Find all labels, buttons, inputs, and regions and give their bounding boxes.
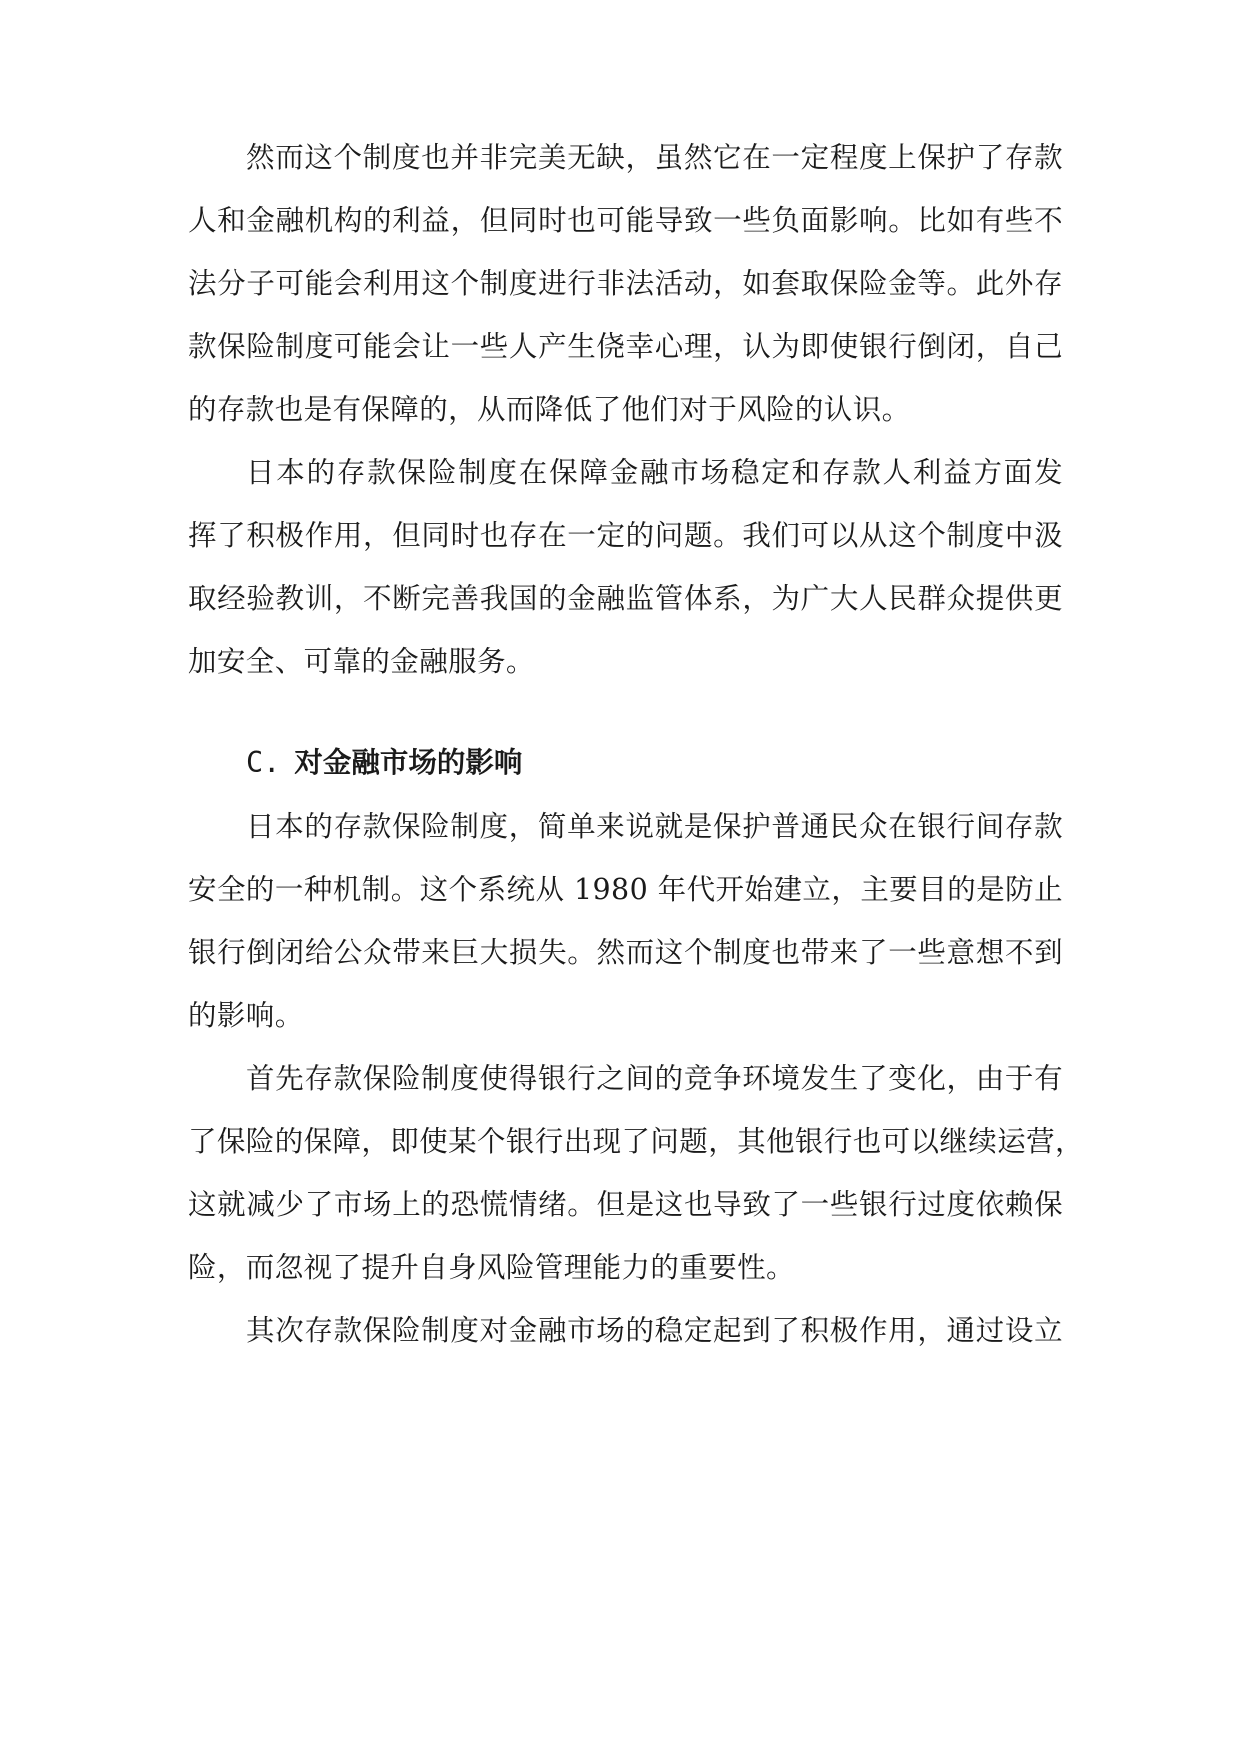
paragraph-line: 的影响。	[188, 999, 304, 1032]
paragraph-line: 银行倒闭给公众带来巨大损失。然而这个制度也带来了一些意想不到	[188, 936, 1063, 969]
paragraph-line: 人和金融机构的利益，但同时也可能导致一些负面影响。比如有些不	[188, 204, 1063, 237]
paragraph-line: 安全的一种机制。这个系统从 1980 年代开始建立，主要目的是防止	[188, 873, 1063, 906]
section-title: 对金融市场的影响	[294, 745, 523, 779]
paragraph-line: 的存款也是有保障的，从而降低了他们对于风险的认识。	[188, 393, 911, 426]
paragraph-line: 款保险制度可能会让一些人产生侥幸心理，认为即使银行倒闭，自己	[188, 330, 1063, 363]
paragraph-line: 其次存款保险制度对金融市场的稳定起到了积极作用，通过设立	[246, 1314, 1063, 1347]
paragraph-line: 日本的存款保险制度，简单来说就是保护普通民众在银行间存款	[246, 810, 1063, 843]
paragraph-line: 首先存款保险制度使得银行之间的竞争环境发生了变化，由于有	[246, 1062, 1063, 1095]
paragraph-line: 加安全、可靠的金融服务。	[188, 645, 535, 678]
paragraph-line: 然而这个制度也并非完美无缺，虽然它在一定程度上保护了存款	[246, 141, 1063, 174]
section-heading	[246, 742, 946, 782]
paragraph-line: 挥了积极作用，但同时也存在一定的问题。我们可以从这个制度中汲	[188, 519, 1063, 552]
paragraph-line: 了保险的保障，即使某个银行出现了问题，其他银行也可以继续运营，	[188, 1125, 1084, 1158]
paragraph-line: 险，而忽视了提升自身风险管理能力的重要性。	[188, 1251, 795, 1284]
paragraph-line: 法分子可能会利用这个制度进行非法活动，如套取保险金等。此外存	[188, 267, 1063, 300]
paragraph-line: 取经验教训，不断完善我国的金融监管体系，为广大人民群众提供更	[188, 582, 1063, 615]
paragraph-line: 这就减少了市场上的恐慌情绪。但是这也导致了一些银行过度依赖保	[188, 1188, 1063, 1221]
paragraph-line: 日本的存款保险制度在保障金融市场稳定和存款人利益方面发	[246, 456, 1063, 489]
section-number: C.	[246, 746, 281, 779]
